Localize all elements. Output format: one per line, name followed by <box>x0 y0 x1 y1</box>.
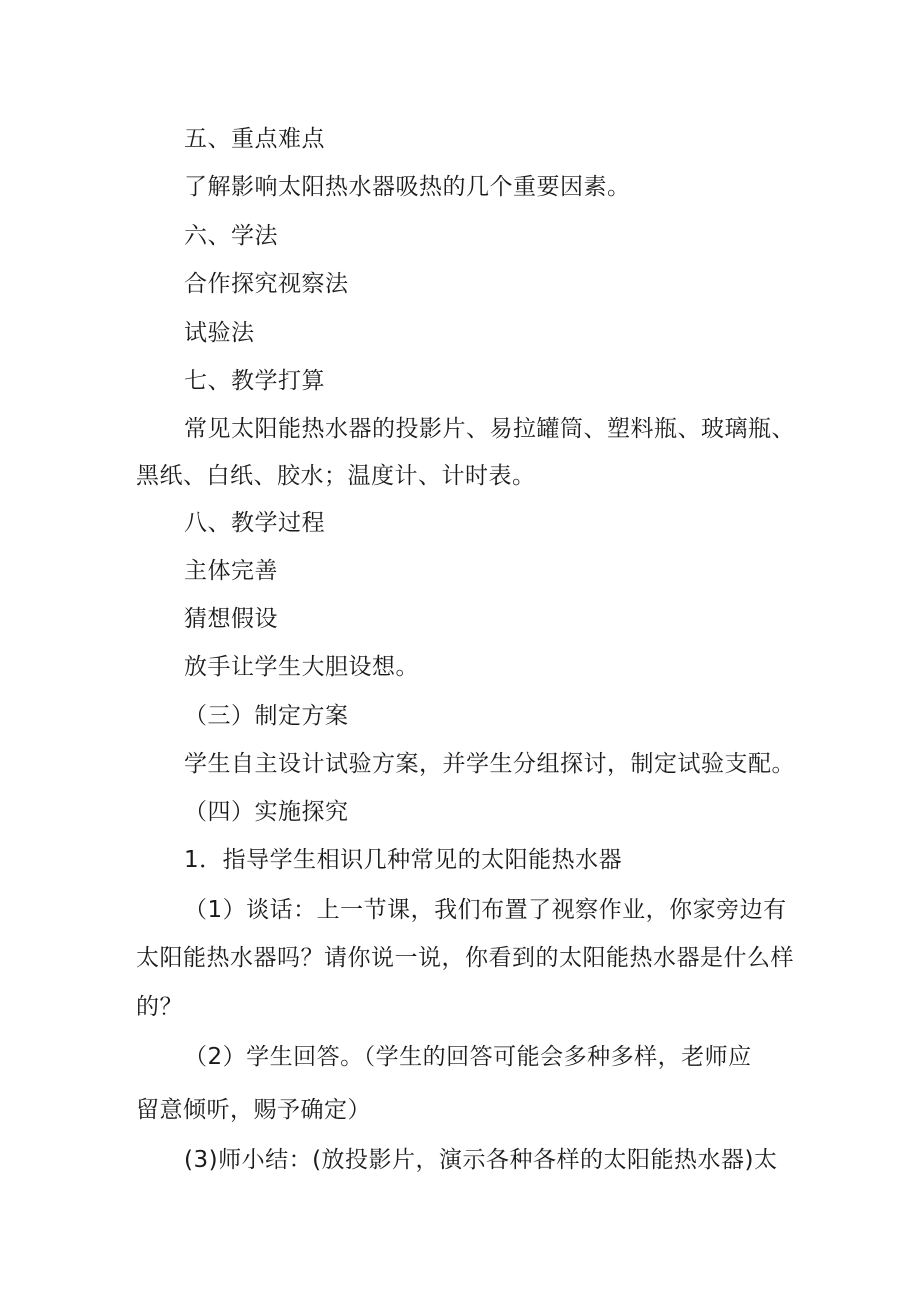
paragraph-preparation-line1: 常见太阳能热水器的投影片、易拉罐筒、塑料瓶、玻璃瓶、 <box>184 416 795 442</box>
heading-implement-inquiry: （四）实施探究 <box>184 799 349 825</box>
paragraph-method-observation: 合作探究视察法 <box>184 271 349 297</box>
paragraph-step-1: 1．指导学生相识几种常见的太阳能热水器 <box>184 847 623 873</box>
paragraph-talk-line1: （1）谈话：上一节课，我们布置了视察作业，你家旁边有 <box>184 897 787 923</box>
paragraph-hypothesis: 猜想假设 <box>184 606 278 632</box>
heading-teaching-preparation: 七、教学打算 <box>184 368 325 394</box>
heading-teaching-process: 八、教学过程 <box>184 510 325 536</box>
paragraph-student-answer-line2: 留意倾听，赐予确定） <box>136 1097 371 1123</box>
heading-learning-method: 六、学法 <box>184 223 278 249</box>
paragraph-method-experiment: 试验法 <box>184 320 255 346</box>
paragraph-student-answer-line1: （2）学生回答。（学生的回答可能会多种多样，老师应 <box>184 1044 752 1070</box>
paragraph-let-students-guess: 放手让学生大胆设想。 <box>184 654 419 680</box>
paragraph-key-difficulties: 了解影响太阳热水器吸热的几个重要因素。 <box>184 174 631 200</box>
paragraph-talk-line3: 的？ <box>136 994 183 1020</box>
paragraph-talk-line2: 太阳能热水器吗？请你说一说，你看到的太阳能热水器是什么样 <box>136 945 794 971</box>
paragraph-teacher-summary: (3)师小结：(放投影片，演示各种各样的太阳能热水器)太 <box>184 1147 778 1173</box>
paragraph-design-plan: 学生自主设计试验方案，并学生分组探讨，制定试验支配。 <box>184 751 795 777</box>
heading-make-plan: （三）制定方案 <box>184 703 349 729</box>
paragraph-subject-improvement: 主体完善 <box>184 558 278 584</box>
paragraph-preparation-line2: 黑纸、白纸、胶水；温度计、计时表。 <box>136 463 536 489</box>
heading-key-difficulties: 五、重点难点 <box>184 126 325 152</box>
